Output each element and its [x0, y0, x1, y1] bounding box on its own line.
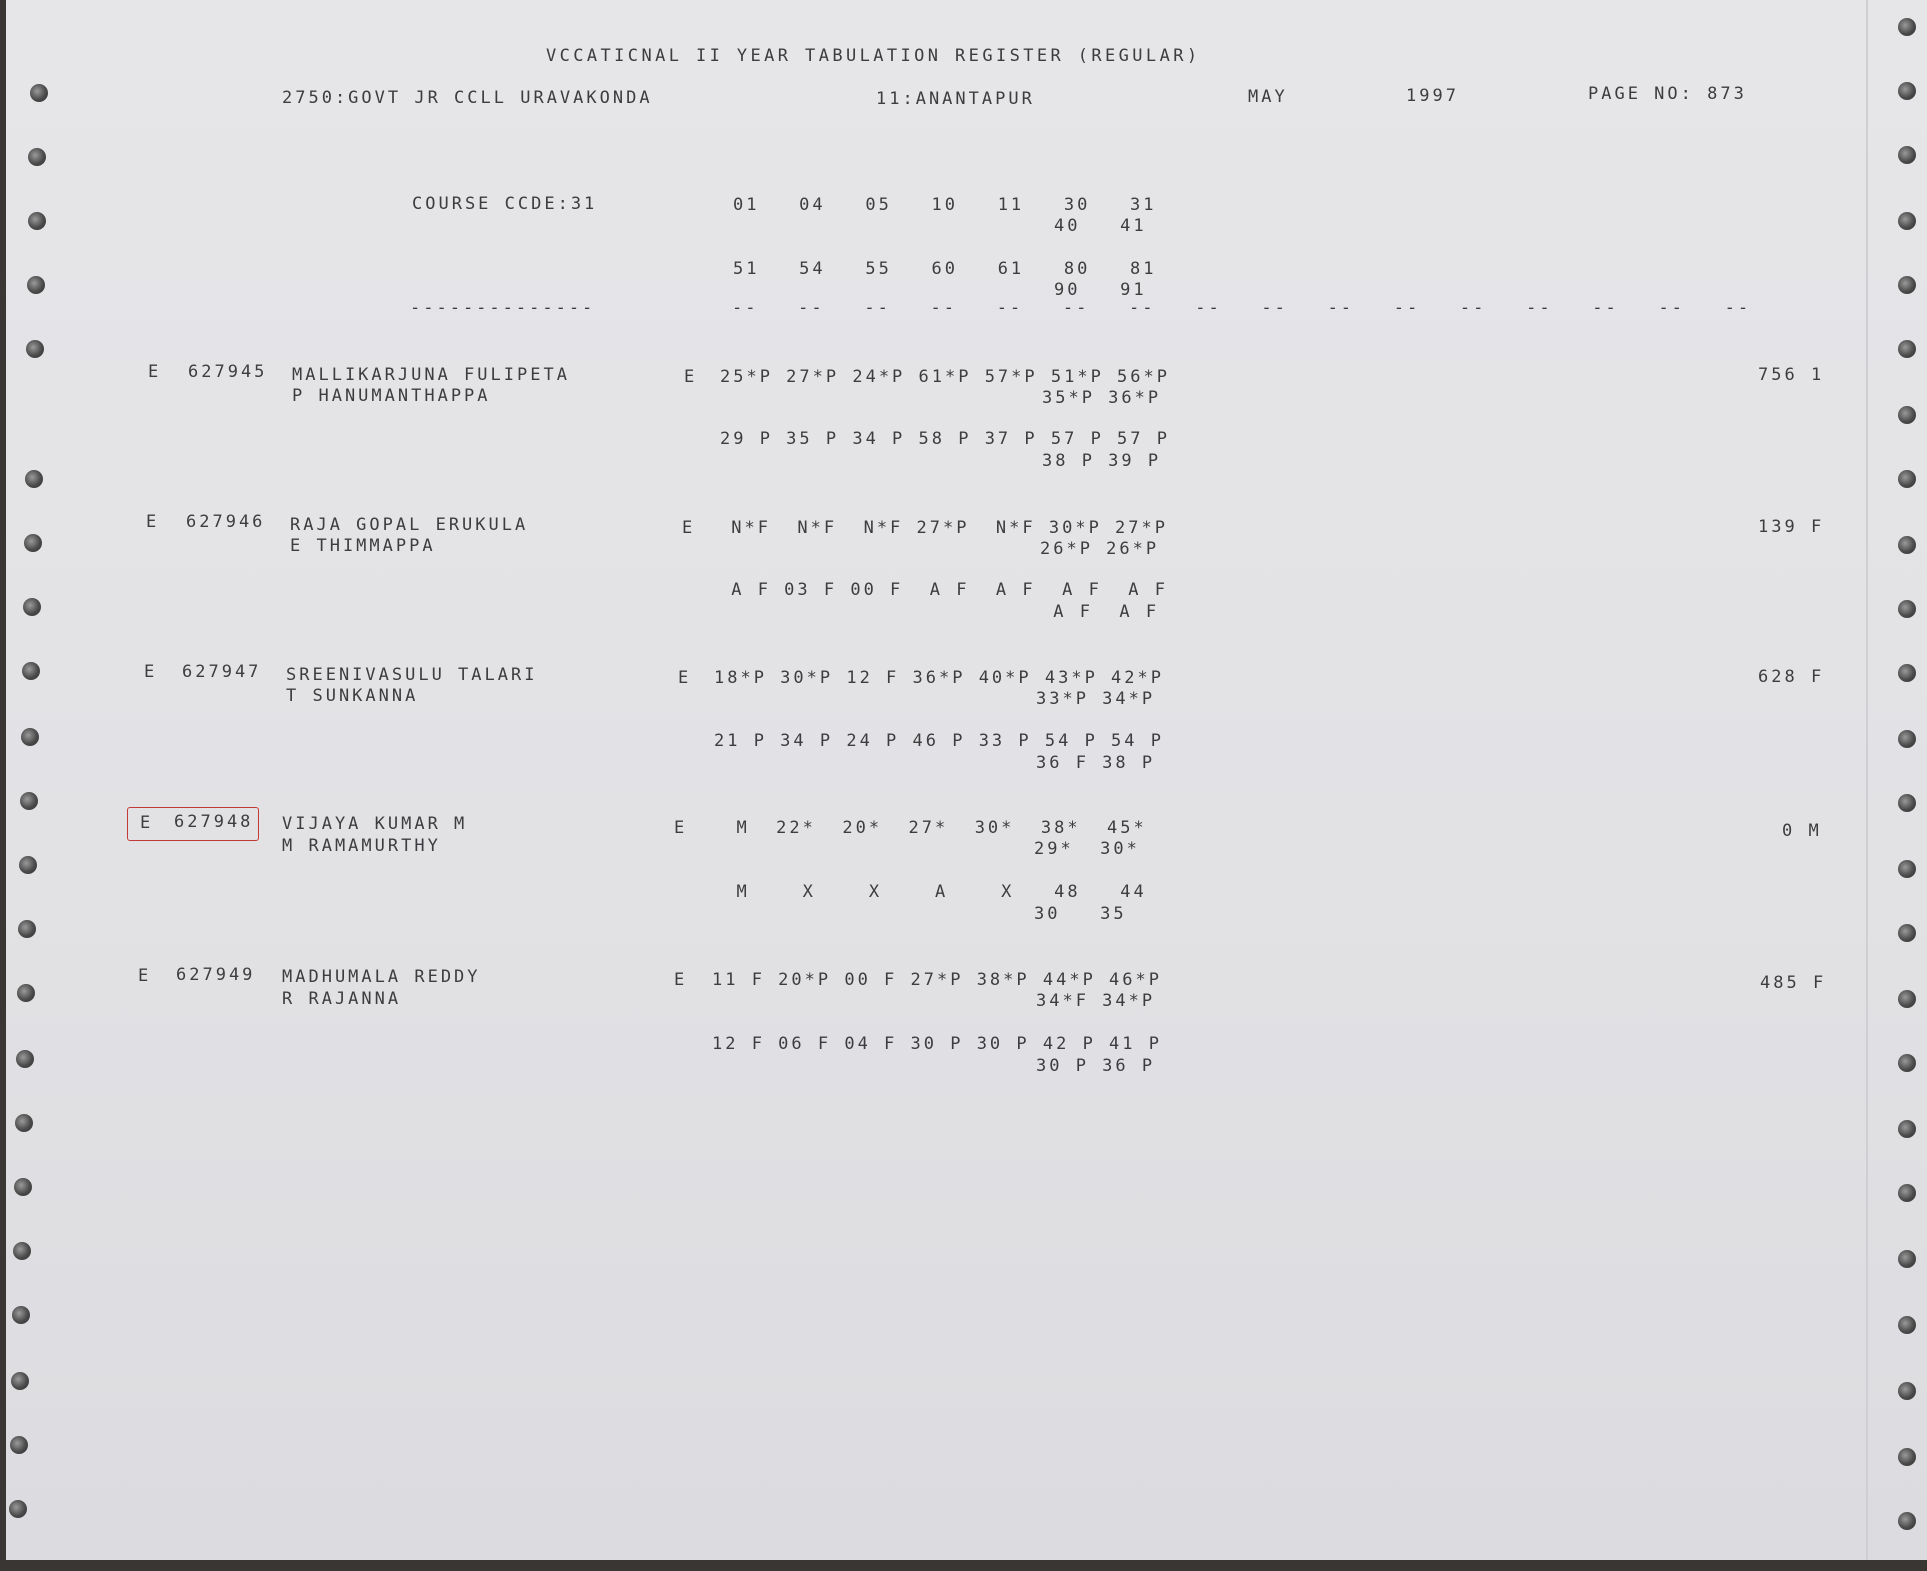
roll-number: 627945	[188, 362, 268, 382]
total-result: 756 1	[1758, 365, 1825, 385]
tractor-hole	[1898, 1120, 1916, 1138]
marks-row2-extra: A F A F	[1040, 602, 1160, 622]
tractor-hole	[11, 1372, 29, 1390]
father-name: P HANUMANTHAPPA	[292, 386, 491, 406]
subject-codes-row2: 51 54 55 60 61 80 81	[733, 259, 1157, 279]
medium-code: E	[684, 367, 698, 387]
marks-row1: N*F N*F N*F 27*P N*F 30*P 27*P	[718, 518, 1168, 538]
roll-number: 627948	[174, 812, 254, 832]
tractor-hole	[23, 598, 41, 616]
tractor-hole	[20, 792, 38, 810]
tractor-hole	[14, 1178, 32, 1196]
marks-row2-extra: 30 35	[1034, 904, 1127, 924]
student-category: E	[146, 512, 160, 532]
marks-row1: 25*P 27*P 24*P 61*P 57*P 51*P 56*P	[720, 367, 1170, 387]
student-name: VIJAYA KUMAR M	[282, 814, 468, 834]
tractor-hole	[1898, 1184, 1916, 1202]
exam-year: 1997	[1406, 86, 1459, 106]
tractor-hole	[24, 534, 42, 552]
student-name: MADHUMALA REDDY	[282, 967, 481, 987]
student-name: MALLIKARJUNA FULIPETA	[292, 365, 570, 385]
marks-row2-extra: 36 F 38 P	[1036, 753, 1156, 773]
marks-row1-extra: 35*P 36*P	[1042, 388, 1162, 408]
medium-code: E	[674, 970, 688, 990]
tractor-hole	[1898, 664, 1916, 682]
medium-code: E	[674, 818, 688, 838]
tractor-hole	[1898, 1512, 1916, 1530]
marks-row2-extra: 30 P 36 P	[1036, 1056, 1156, 1076]
tractor-hole	[1898, 1316, 1916, 1334]
tractor-hole	[1898, 470, 1916, 488]
total-result: 628 F	[1758, 667, 1825, 687]
tractor-hole	[30, 84, 48, 102]
marks-row2-extra: 38 P 39 P	[1042, 451, 1162, 471]
tractor-hole	[12, 1306, 30, 1324]
student-category: E	[148, 362, 162, 382]
medium-code: E	[682, 518, 696, 538]
tractor-hole	[1898, 212, 1916, 230]
father-name: T SUNKANNA	[286, 686, 419, 706]
tractor-hole	[1898, 18, 1916, 36]
marks-row2: 29 P 35 P 34 P 58 P 37 P 57 P 57 P	[720, 429, 1170, 449]
tractor-hole	[28, 148, 46, 166]
tractor-hole	[16, 1050, 34, 1068]
header-underline-right: -- -- -- -- -- -- -- -- -- -- -- -- -- -- -- --	[732, 298, 1752, 318]
tractor-hole	[13, 1242, 31, 1260]
marks-row1-extra: 29* 30*	[1034, 839, 1140, 859]
register-title: VCCATICNAL II YEAR TABULATION REGISTER (REGULAR)	[546, 46, 1201, 66]
student-name: SREENIVASULU TALARI	[286, 665, 538, 685]
student-category: E	[138, 966, 152, 986]
total-result: 485 F	[1760, 973, 1827, 993]
tractor-hole	[1898, 924, 1916, 942]
tractor-hole	[1898, 1054, 1916, 1072]
tractor-hole	[19, 856, 37, 874]
roll-number: 627949	[176, 965, 256, 985]
tractor-hole	[1898, 406, 1916, 424]
tractor-hole	[10, 1436, 28, 1454]
subject-codes-row1: 01 04 05 10 11 30 31	[733, 195, 1157, 215]
marks-row2: 12 F 06 F 04 F 30 P 30 P 42 P 41 P	[712, 1034, 1162, 1054]
marks-row1: M 22* 20* 27* 30* 38* 45*	[710, 818, 1147, 838]
tractor-hole	[9, 1500, 27, 1518]
medium-code: E	[678, 668, 692, 688]
exam-month: MAY	[1248, 87, 1288, 107]
tractor-hole	[1898, 990, 1916, 1008]
course-code-label: COURSE CCDE:31	[412, 194, 598, 214]
tractor-hole	[25, 470, 43, 488]
marks-row1: 11 F 20*P 00 F 27*P 38*P 44*P 46*P	[712, 970, 1162, 990]
tractor-hole	[27, 276, 45, 294]
tractor-hole	[18, 920, 36, 938]
marks-row2: A F 03 F 00 F A F A F A F A F	[718, 580, 1168, 600]
marks-row1-extra: 26*P 26*P	[1040, 539, 1160, 559]
tractor-hole	[22, 662, 40, 680]
tractor-hole	[17, 984, 35, 1002]
tractor-hole	[1898, 1382, 1916, 1400]
page-fold-line	[1866, 0, 1868, 1560]
marks-row2: 21 P 34 P 24 P 46 P 33 P 54 P 54 P	[714, 731, 1164, 751]
tractor-hole	[26, 340, 44, 358]
roll-number: 627946	[186, 512, 266, 532]
student-name: RAJA GOPAL ERUKULA	[290, 515, 529, 535]
tractor-hole	[1898, 536, 1916, 554]
tabulation-sheet	[6, 0, 1927, 1560]
tractor-hole	[1898, 730, 1916, 748]
header-underline-left: --------------	[410, 298, 596, 318]
subject-codes-row2-extra: 90 91	[1054, 280, 1147, 300]
college-code: 2750:GOVT JR CCLL URAVAKONDA	[282, 88, 653, 108]
tractor-hole	[1898, 1448, 1916, 1466]
tractor-hole	[28, 212, 46, 230]
tractor-hole	[1898, 276, 1916, 294]
subject-codes-row1-extra: 40 41	[1054, 216, 1147, 236]
tractor-hole	[1898, 860, 1916, 878]
marks-row1-extra: 34*F 34*P	[1036, 991, 1156, 1011]
tractor-hole	[15, 1114, 33, 1132]
total-result: 139 F	[1758, 517, 1825, 537]
tractor-hole	[1898, 82, 1916, 100]
father-name: R RAJANNA	[282, 989, 402, 1009]
marks-row1-extra: 33*P 34*P	[1036, 689, 1156, 709]
student-category: E	[144, 662, 158, 682]
student-category: E	[140, 813, 154, 833]
total-result: 0 M	[1782, 821, 1822, 841]
tractor-hole	[1898, 600, 1916, 618]
marks-row2: M X X A X 48 44	[710, 882, 1147, 902]
tractor-hole	[21, 728, 39, 746]
roll-number: 627947	[182, 662, 262, 682]
tractor-hole	[1898, 146, 1916, 164]
district-code: 11:ANANTAPUR	[876, 89, 1035, 109]
father-name: M RAMAMURTHY	[282, 836, 441, 856]
tractor-hole	[1898, 340, 1916, 358]
tractor-hole	[1898, 1250, 1916, 1268]
father-name: E THIMMAPPA	[290, 536, 436, 556]
page-number: PAGE NO: 873	[1588, 84, 1747, 104]
marks-row1: 18*P 30*P 12 F 36*P 40*P 43*P 42*P	[714, 668, 1164, 688]
tractor-hole	[1898, 794, 1916, 812]
